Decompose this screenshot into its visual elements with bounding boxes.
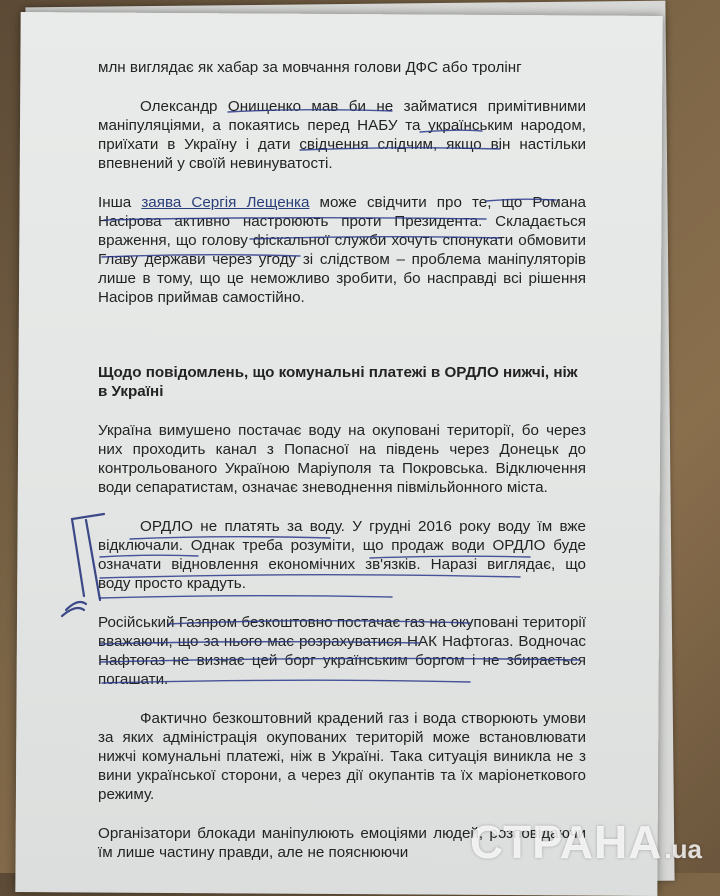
paragraph-2-lead: Інша — [98, 194, 142, 211]
document-body — [98, 58, 586, 862]
paragraph-5: Російський Газпром безкоштовно постачає газ на окуповані території вважаючи, що за нього має розрахуватися НАК Нафтогаз. Водночас Нафтогаз не визнає цей борг українським боргом і не збирається погашати. — [98, 614, 586, 688]
paragraph-6: Фактично безкоштовний крадений газ і вода створюють умови за яких адміністрація окупованих територій може встановлювати нижчі комунальні платежі, ніж в Україні. Така ситуація виникла не з вини української сторони, а через дії окупантів та їх маріонеткового режиму. — [98, 710, 586, 803]
paragraph-3: Україна вимушено постачає воду на окуповані території, бо через них проходить канал з Попасної на південь через Донецьк до контрольованого Україною Маріуполя та Покровська. Відключення води сепаратистам, означає зневоднення півмільйонного міста. — [98, 422, 586, 496]
paragraph-2 — [98, 193, 586, 307]
paragraph-7: Організатори блокади маніпулюють емоціями людей, розповідаючи їм лише частину правди, але не пояснюючи — [98, 825, 586, 861]
watermark — [470, 815, 702, 869]
paragraph-0: млн виглядає як хабар за мовчання голови ДФС або тролінг — [98, 59, 522, 76]
paragraph-2-rest: може свідчити про те, що Романа Насірова активно настроюють проти Президента. Складається враження, що голову фіскальної служби хочуть спонукати обмовити Главу держави через угоду зі слідством – проблема маніпуляторів лише в тому, що це неможливо зробити, бо насправді всі рішення Насіров приймав самостійно. — [98, 194, 586, 306]
watermark-name: СТРАНА — [469, 816, 663, 868]
paragraph-1: Олександр Онищенко мав би не займатися примітивними маніпуляціями, а покаятись перед НАБУ та українським народом, приїхати в Україну і дати свідчення слідчим, якщо він настільки впевнений у своїй невинуватості. — [98, 98, 586, 172]
watermark-domain: .ua — [664, 834, 702, 864]
leshchenko-statement-link[interactable]: заява Сергія Лещенка — [141, 194, 310, 211]
section-heading: Щодо повідомлень, що комунальні платежі в ОРДЛО нижчі, ніж в Україні — [98, 364, 578, 400]
paragraph-4: ОРДЛО не платять за воду. У грудні 2016 року воду їм вже відключали. Однак треба розуміти, що продаж води ОРДЛО буде означати відновлення економічних зв'язків. Наразі виглядає, що воду просто крадуть. — [98, 518, 586, 592]
